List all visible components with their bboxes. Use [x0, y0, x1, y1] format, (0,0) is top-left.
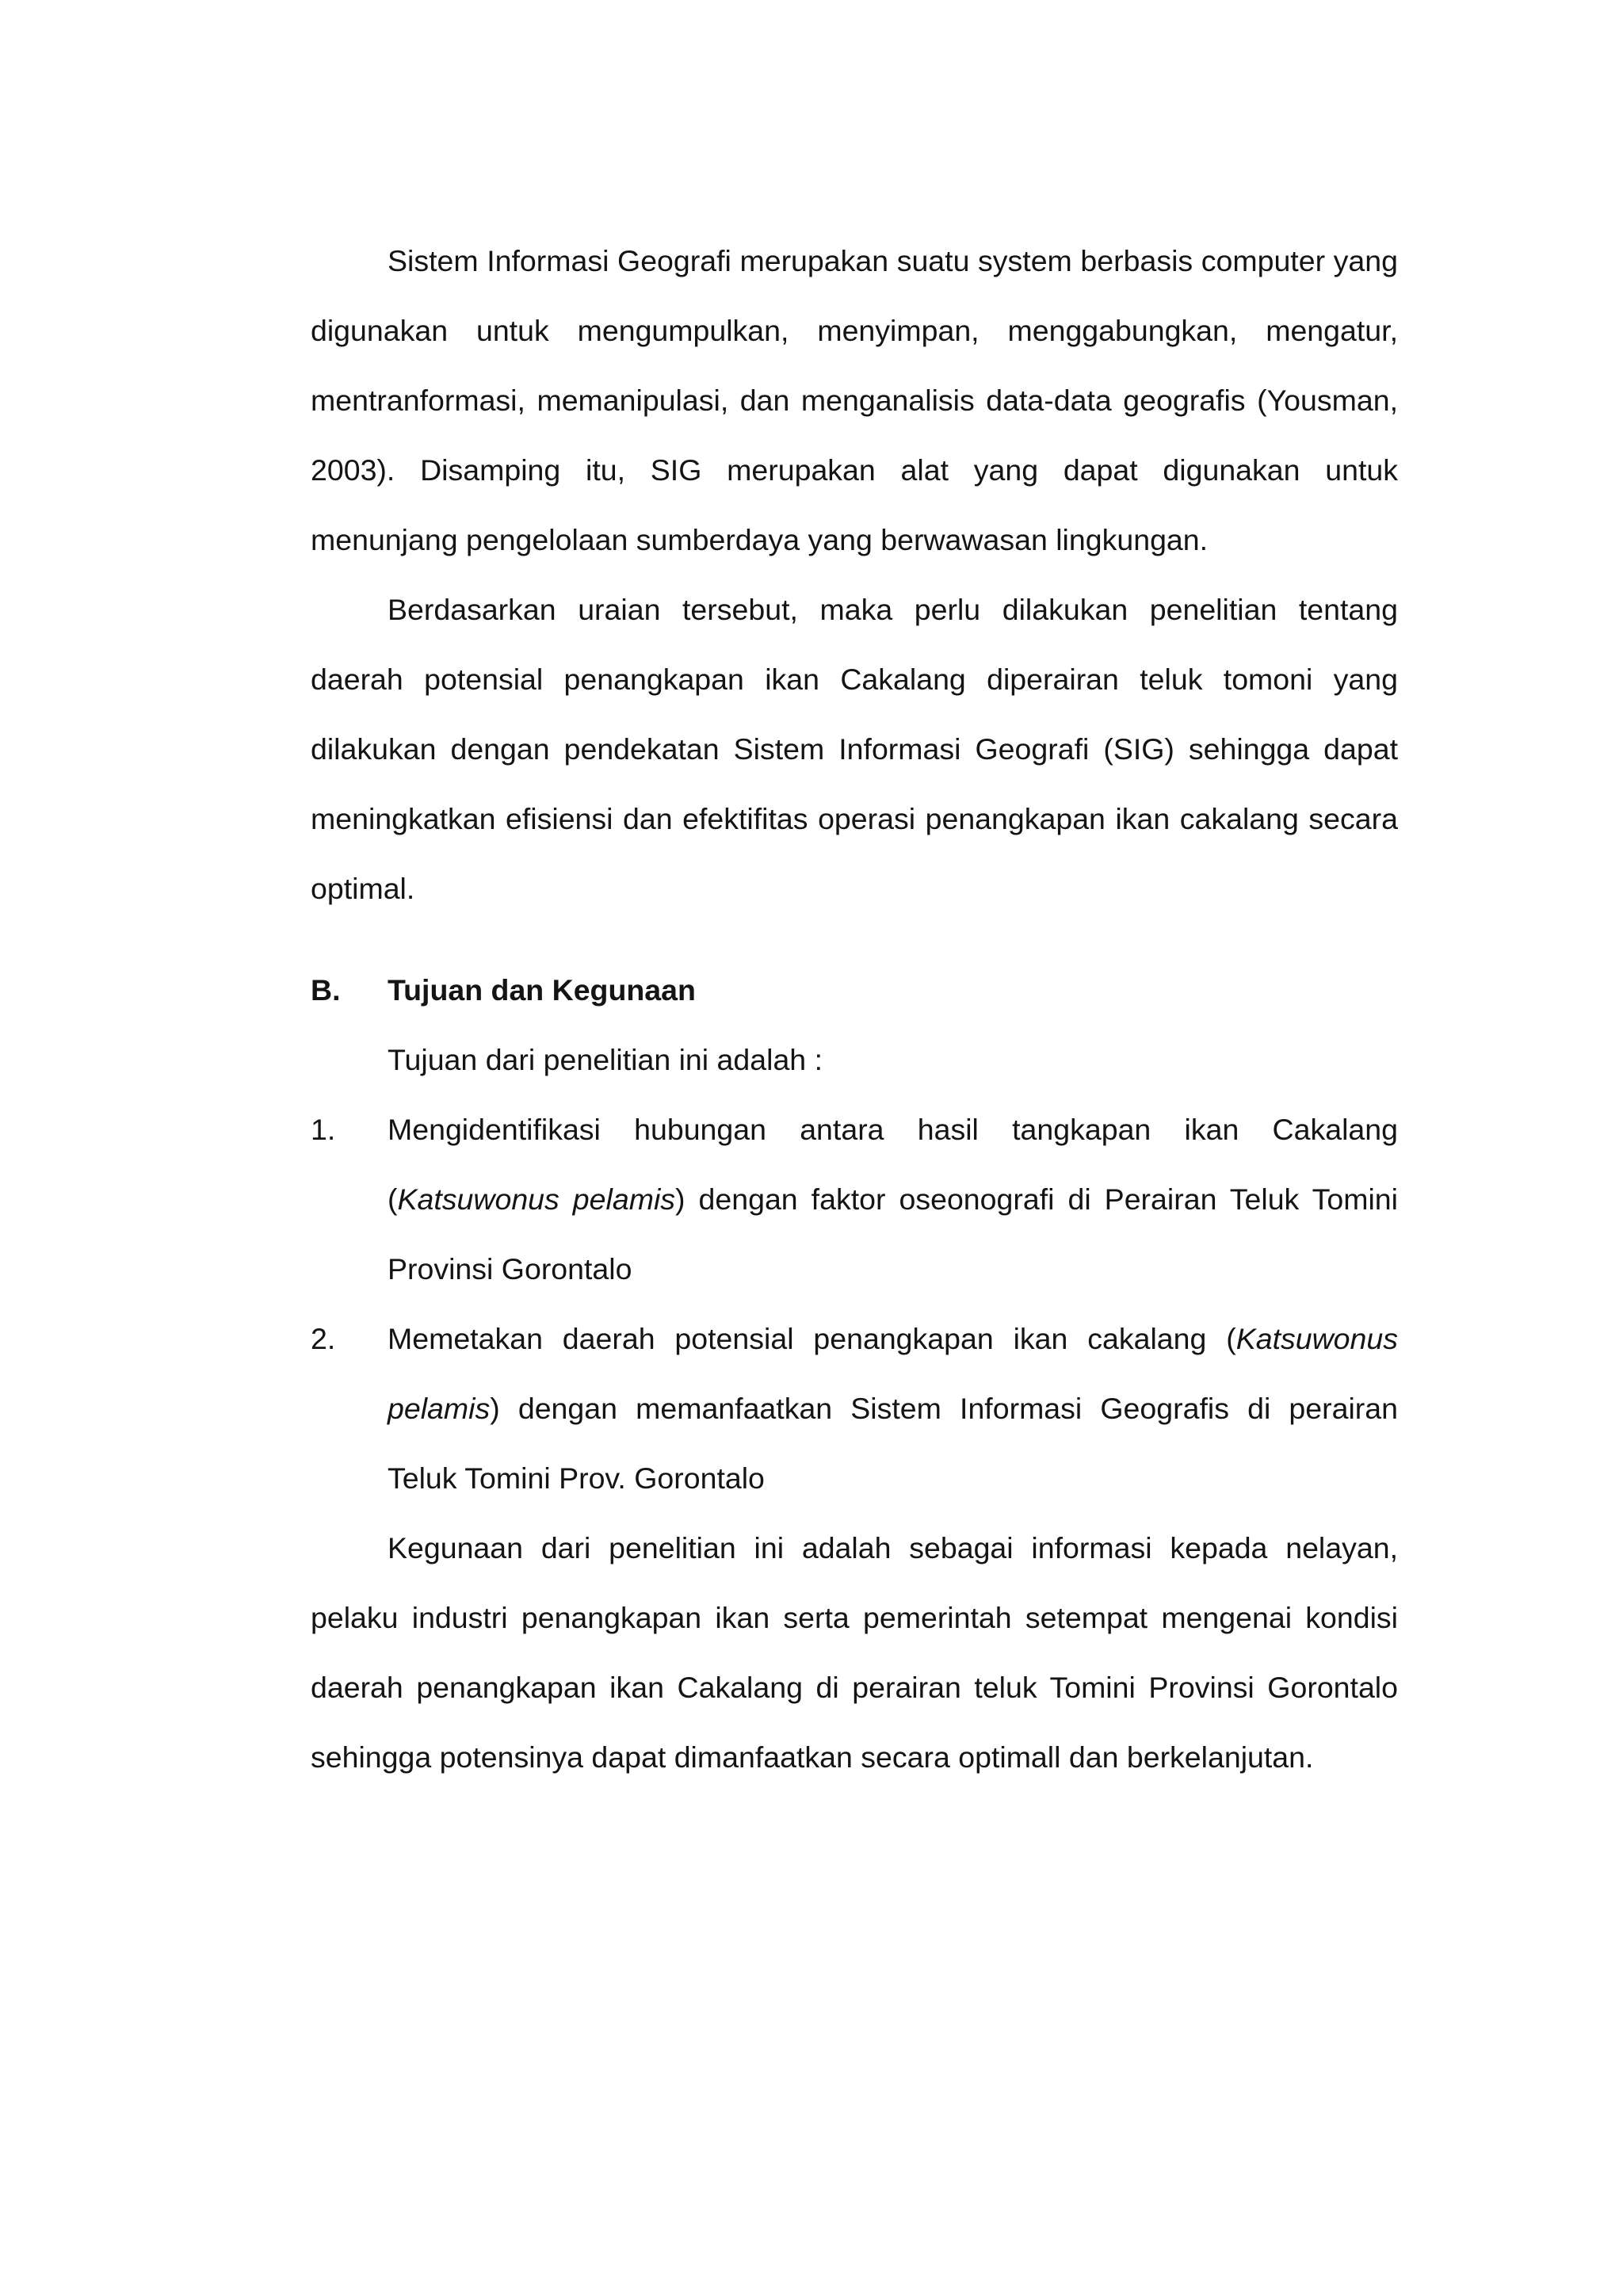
objectives-intro: Tujuan dari penelitian ini adalah : [388, 1043, 823, 1076]
section-number: B. [311, 973, 341, 1007]
species-name: Katsuwonus pelamis [388, 1322, 1398, 1425]
document-page [311, 226, 1398, 1792]
list-number: 2. [311, 1322, 336, 1355]
list-text: Mengidentifikasi hubungan antara hasil tangkapan ikan Cakalang (Katsuwonus pelamis) dengan faktor oseonografi di Perairan Teluk Tomini Provinsi Gorontalo [388, 1113, 1398, 1286]
section-heading [311, 955, 1398, 1025]
objective-item-2 [311, 1304, 1398, 1513]
list-number: 1. [311, 1113, 336, 1146]
objective-item-1 [311, 1095, 1398, 1304]
paragraph-research-rationale: Berdasarkan uraian tersebut, maka perlu dilakukan penelitian tentang daerah potensial penangkapan ikan Cakalang diperairan teluk tomoni yang dilakukan dengan pendekatan Sistem Informasi Geografi (SIG) sehingga dapat meningkatkan efisiensi dan efektifitas operasi penangkapan ikan cakalang secara optimal. [311, 593, 1398, 905]
list-text: Memetakan daerah potensial penangkapan ikan cakalang (Katsuwonus pelamis) dengan memanfaatkan Sistem Informasi Geografis di perairan Teluk Tomini Prov. Gorontalo [388, 1322, 1398, 1495]
paragraph-usefulness: Kegunaan dari penelitian ini adalah sebagai informasi kepada nelayan, pelaku industri penangkapan ikan serta pemerintah setempat mengenai kondisi daerah penangkapan ikan Cakalang di perairan teluk Tomini Provinsi Gorontalo sehingga potensinya dapat dimanfaatkan secara optimall dan berkelanjutan. [311, 1531, 1398, 1774]
species-name: Katsuwonus pelamis [397, 1182, 676, 1216]
section-title: Tujuan dan Kegunaan [388, 973, 696, 1007]
paragraph-sig-definition: Sistem Informasi Geografi merupakan suatu system berbasis computer yang digunakan untuk mengumpulkan, menyimpan, menggabungkan, mengatur, mentranformasi, memanipulasi, dan menganalisis data-data geografis (Yousman, 2003). Disamping itu, SIG merupakan alat yang dapat digunakan untuk menunjang pengelolaan sumberdaya yang berwawasan lingkungan. [311, 244, 1398, 556]
